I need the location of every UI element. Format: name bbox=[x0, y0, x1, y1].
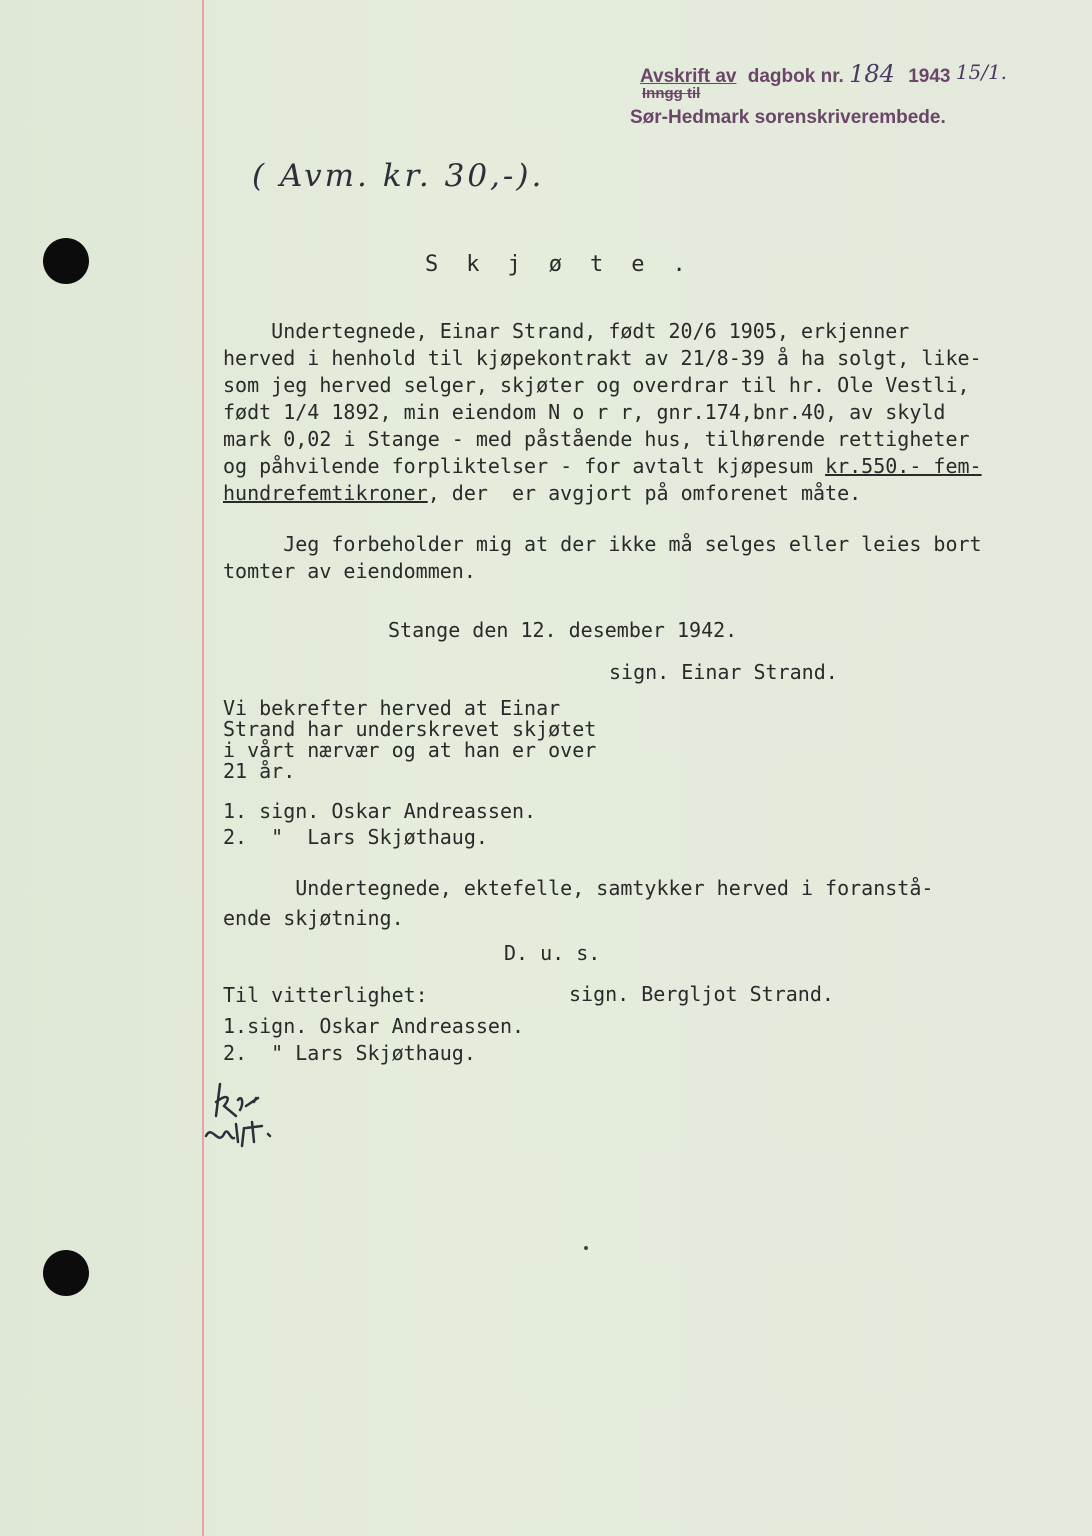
spouse-signature: sign. Bergljot Strand. bbox=[569, 982, 834, 1006]
seller-signature: sign. Einar Strand. bbox=[609, 660, 838, 684]
reservation-paragraph: Jeg forbeholder mig at der ikke må selges eller leies bort tomter av eiendommen. bbox=[223, 532, 982, 583]
registry-stamp bbox=[630, 60, 1060, 130]
witness-line: 2. " Lars Skjøthaug. bbox=[223, 825, 488, 849]
purchase-amount-words: hundrefemtikroner bbox=[223, 481, 428, 505]
stamp-year: 1943 bbox=[908, 66, 951, 87]
margin-rule bbox=[202, 0, 204, 1536]
deed-text: Undertegnede, Einar Strand, født 20/6 1905, erkjenner herved i henhold til kjøpekontrakt av 21/8-39 å ha solgt, like- som jeg herved selger, skjøter og overdrar til hr. Ole Vestli, født 1/4 1892, min eiendom N o r r, gnr.174,bnr.40, av skyld mark 0,02 i Stange - med påstående hus, tilhørende rettigheter og påhvilende forpliktelser - for avtalt kjøpesum bbox=[223, 319, 982, 478]
place-date: Stange den 12. desember 1942. bbox=[388, 618, 738, 642]
purchase-amount: kr.550.- fem- bbox=[825, 454, 982, 478]
deed-text-end: , der er avgjort på omforenet måte. bbox=[427, 481, 862, 505]
witness-confirmation: Vi bekrefter herved at Einar Strand har underskrevet skjøtet i vårt nærvær og at han er over 21 år. bbox=[223, 696, 597, 783]
punch-hole bbox=[43, 1250, 89, 1296]
witness-line: 1.sign. Oskar Andreassen. bbox=[223, 1014, 525, 1038]
stamp-office: Sør-Hedmark sorenskriverembede. bbox=[630, 107, 946, 128]
witness-line: 2. " Lars Skjøthaug. bbox=[223, 1041, 476, 1065]
stamp-row bbox=[640, 60, 1060, 86]
deed-paragraph bbox=[223, 318, 982, 507]
stamp-struck-text: Inngg til bbox=[642, 85, 701, 102]
stamp-dagbok-number: 184 bbox=[849, 60, 895, 88]
stamp-dagbok-label: dagbok nr. bbox=[747, 66, 844, 87]
stamp-avskrift: Avskrift av bbox=[640, 66, 737, 87]
vitterlighet-label: Til vitterlighet: bbox=[223, 983, 428, 1007]
dus-mark: D. u. s. bbox=[504, 941, 601, 965]
handwritten-initials bbox=[198, 1076, 288, 1156]
stamp-date: 15/1. bbox=[955, 60, 1008, 84]
punch-hole bbox=[43, 238, 89, 284]
witness-line: 1. sign. Oskar Andreassen. bbox=[223, 799, 537, 823]
document-title: Skjøte. bbox=[425, 252, 714, 277]
spouse-consent: Undertegnede, ektefelle, samtykker herved i foranstå- ende skjøtning. bbox=[223, 876, 934, 930]
ink-dot bbox=[584, 1246, 588, 1250]
fee-note: ( Avm. kr. 30,-). bbox=[252, 158, 545, 194]
